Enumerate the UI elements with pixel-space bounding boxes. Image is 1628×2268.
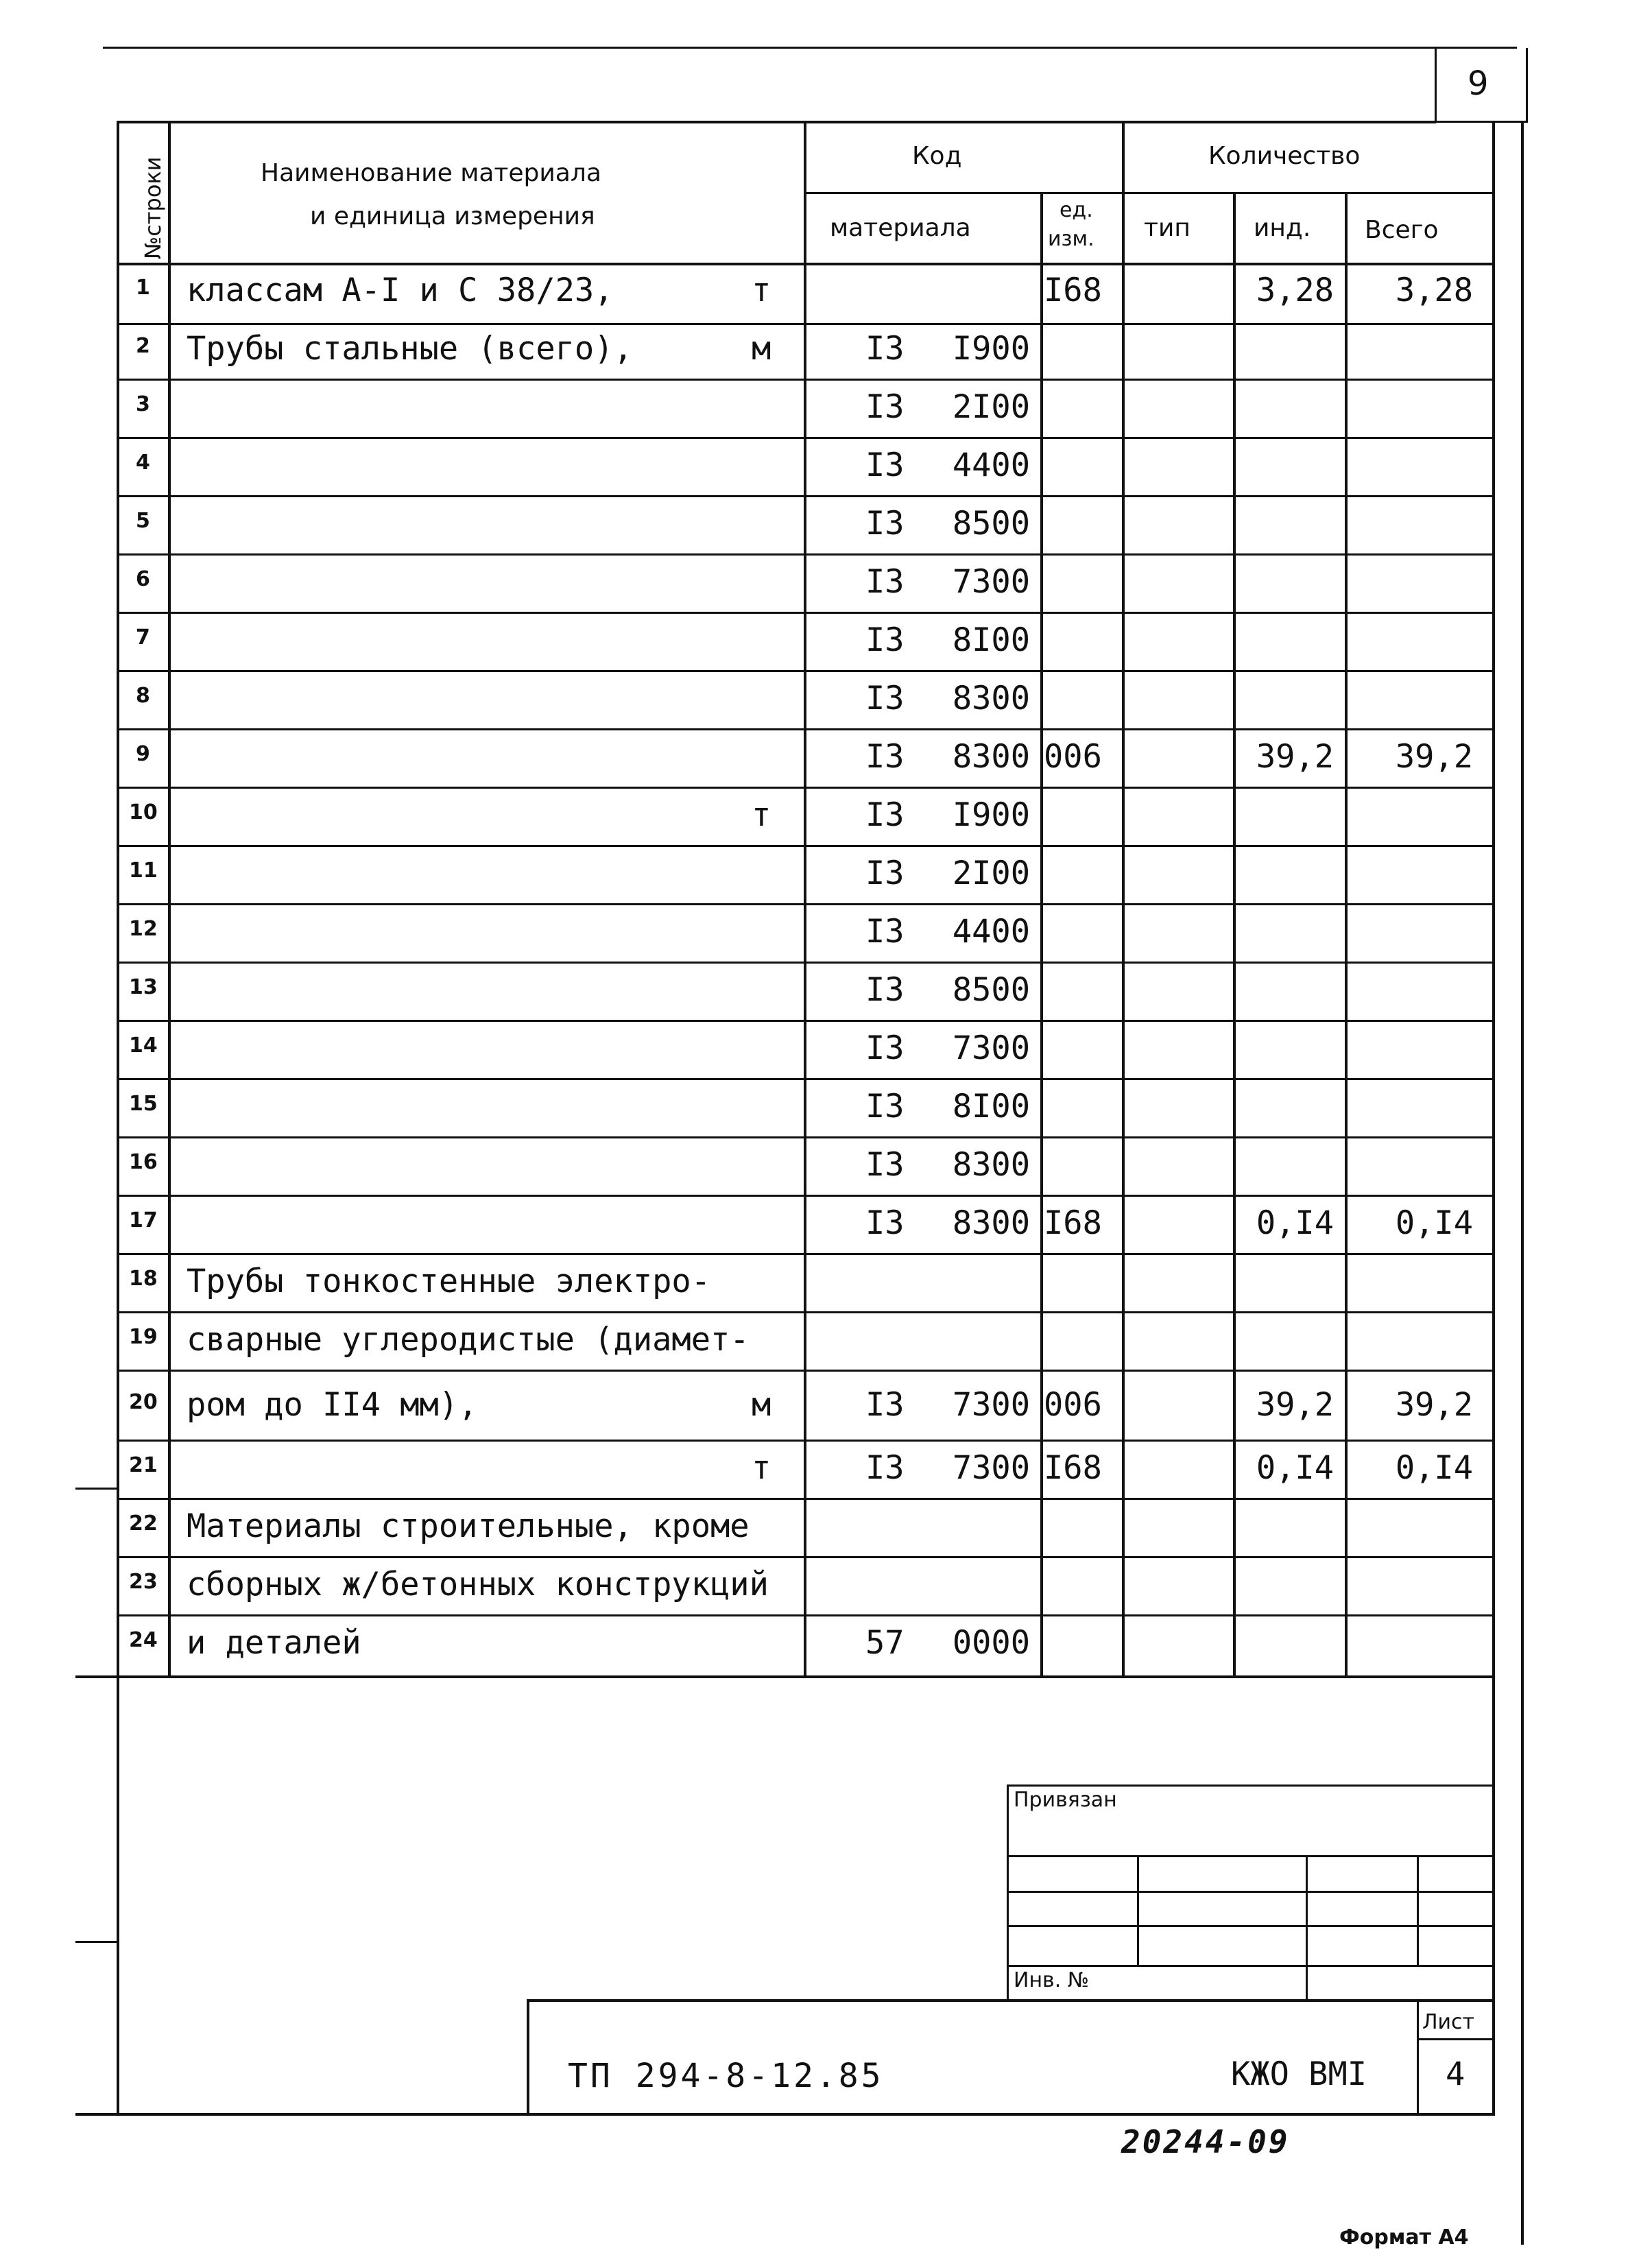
cell-code-a: I3 <box>865 738 905 776</box>
archive-number: 20244-09 <box>1121 2123 1290 2160</box>
cell-code-a: I3 <box>865 1204 905 1242</box>
cell-code-b: 0000 <box>952 1624 1030 1662</box>
top-border-line <box>103 47 1517 49</box>
cell-ind: 3,28 <box>1256 272 1334 309</box>
cell-ed: I68 <box>1044 1204 1102 1242</box>
cell-ed: I68 <box>1044 272 1102 309</box>
cell-code-b: 2I00 <box>952 855 1030 892</box>
cell-code-a: I3 <box>865 1146 905 1184</box>
row-number: 6 <box>136 567 150 591</box>
header-name-line2: и единица измерения <box>310 202 595 230</box>
row-number: 22 <box>129 1512 158 1536</box>
row-number: 20 <box>129 1390 158 1414</box>
cell-code-b: 7300 <box>952 1386 1030 1424</box>
cell-unit: т <box>752 1449 771 1487</box>
header-total: Всего <box>1365 216 1439 244</box>
right-frame-line <box>1521 122 1524 2245</box>
row-number: 23 <box>129 1570 158 1594</box>
cell-code-b: I900 <box>952 796 1030 834</box>
cell-code-a: I3 <box>865 855 905 892</box>
mark-code: КЖО ВМI <box>1231 2055 1367 2093</box>
cell-name: сварные углеродистые (диамет- <box>187 1321 750 1359</box>
cell-total: 39,2 <box>1395 738 1473 776</box>
sheet-number: 4 <box>1446 2055 1465 2093</box>
stamp-line <box>1417 2038 1495 2040</box>
table-left <box>117 121 119 2115</box>
row-number: 17 <box>129 1208 158 1232</box>
row-number: 8 <box>136 684 150 708</box>
cell-code-b: 8500 <box>952 971 1030 1009</box>
stamp-line <box>1007 1784 1009 2001</box>
cell-name: Трубы тонкостенные электро- <box>187 1263 711 1300</box>
cell-name: классам А-I и С 38/23, <box>187 272 614 309</box>
row-line <box>117 728 1495 730</box>
stamp-line <box>1007 1855 1495 1857</box>
row-number: 7 <box>136 625 150 649</box>
cell-code-a: I3 <box>865 505 905 542</box>
cell-code-b: 7300 <box>952 1029 1030 1067</box>
row-line <box>117 1440 1495 1442</box>
row-line <box>117 323 1495 325</box>
row-number: 21 <box>129 1453 158 1477</box>
cell-name: сборных ж/бетонных конструкций <box>187 1566 769 1603</box>
cell-code-b: 7300 <box>952 563 1030 601</box>
stamp-line <box>1306 1855 1308 2001</box>
row-line <box>117 553 1495 556</box>
cell-code-b: 8500 <box>952 505 1030 542</box>
row-number: 1 <box>136 276 150 300</box>
row-number: 14 <box>129 1034 158 1058</box>
row-line <box>117 1556 1495 1558</box>
cell-ind: 0,I4 <box>1256 1449 1334 1487</box>
row-number: 24 <box>129 1628 158 1652</box>
row-line <box>117 612 1495 614</box>
doc-code: ТП 294-8-12.85 <box>568 2057 884 2095</box>
row-number: 9 <box>136 742 150 766</box>
format-label: Формат А4 <box>1339 2225 1469 2249</box>
cell-name: Материалы строительные, кроме <box>187 1507 750 1545</box>
cell-total: 39,2 <box>1395 1386 1473 1424</box>
cell-code-a: I3 <box>865 563 905 601</box>
col-line-code <box>804 121 806 1676</box>
row-line <box>117 670 1495 672</box>
row-number: 13 <box>129 975 158 999</box>
row-line <box>117 1136 1495 1138</box>
row-number: 3 <box>136 392 150 416</box>
header-type: тип <box>1144 214 1190 242</box>
row-line <box>117 379 1495 381</box>
row-number: 16 <box>129 1150 158 1174</box>
cell-code-b: 2I00 <box>952 388 1030 426</box>
cell-code-b: 8I00 <box>952 1088 1030 1125</box>
header-name-line1: Наименование материала <box>261 159 601 187</box>
col-line-name <box>168 121 171 1676</box>
stamp-line <box>527 1999 1495 2002</box>
row-number: 5 <box>136 509 150 533</box>
header-mid-line <box>804 192 1492 194</box>
cell-code-b: 8300 <box>952 1204 1030 1242</box>
cell-code-a: I3 <box>865 971 905 1009</box>
cell-ind: 0,I4 <box>1256 1204 1334 1242</box>
stamp-line <box>1007 1891 1495 1893</box>
row-line <box>117 1195 1495 1197</box>
cell-ind: 39,2 <box>1256 1386 1334 1424</box>
stamp-line <box>75 2113 1495 2116</box>
stamp-line <box>527 1999 529 2116</box>
row-line <box>117 1020 1495 1022</box>
cell-code-b: 8300 <box>952 1146 1030 1184</box>
row-number: 4 <box>136 451 150 475</box>
header-quantity: Количество <box>1208 142 1361 170</box>
cell-name: Трубы стальные (всего), <box>187 330 633 368</box>
row-line <box>117 1370 1495 1372</box>
margin-tick <box>75 1488 118 1490</box>
header-row-number: №строки <box>140 156 166 259</box>
sheet-label: Лист <box>1422 2010 1475 2034</box>
page-number: 9 <box>1468 64 1489 103</box>
cell-code-b: 4400 <box>952 913 1030 951</box>
cell-code-a: I3 <box>865 446 905 484</box>
cell-ind: 39,2 <box>1256 738 1334 776</box>
row-number: 18 <box>129 1267 158 1291</box>
cell-total: 0,I4 <box>1395 1449 1473 1487</box>
cell-unit: т <box>752 796 771 834</box>
row-line <box>117 903 1495 905</box>
row-line <box>117 845 1495 847</box>
row-line <box>117 1078 1495 1080</box>
col-line-total <box>1345 193 1348 1676</box>
table-bottom <box>75 1675 1495 1678</box>
cell-code-a: I3 <box>865 796 905 834</box>
cell-name: ром до II4 мм), <box>187 1386 478 1424</box>
header-bottom-line <box>117 263 1495 265</box>
row-line <box>117 495 1495 497</box>
row-line <box>117 1614 1495 1616</box>
inv-no-label: Инв. № <box>1014 1968 1090 1992</box>
privyazan-label: Привязан <box>1014 1788 1117 1812</box>
cell-unit: м <box>752 330 771 368</box>
cell-total: 0,I4 <box>1395 1204 1473 1242</box>
cell-code-a: I3 <box>865 680 905 717</box>
row-number: 10 <box>129 800 158 824</box>
page-box-bottom <box>1435 121 1528 123</box>
row-number: 2 <box>136 334 150 358</box>
header-material: материала <box>830 214 971 242</box>
page-box-left <box>1435 48 1437 122</box>
cell-unit: м <box>752 1386 771 1424</box>
stamp-line <box>1007 1965 1495 1967</box>
cell-code-b: 8300 <box>952 680 1030 717</box>
row-number: 15 <box>129 1092 158 1116</box>
cell-ed: 006 <box>1044 1386 1102 1424</box>
cell-code-b: I900 <box>952 330 1030 368</box>
row-line <box>117 962 1495 964</box>
col-line-ed <box>1040 193 1043 1676</box>
cell-code-a: I3 <box>865 1088 905 1125</box>
header-unit-line2: изм. <box>1048 227 1094 251</box>
cell-code-b: 8300 <box>952 738 1030 776</box>
table-top <box>117 121 1436 123</box>
row-number: 11 <box>129 859 158 883</box>
cell-code-a: I3 <box>865 913 905 951</box>
cell-code-a: I3 <box>865 1386 905 1424</box>
cell-code-a: I3 <box>865 330 905 368</box>
row-line <box>117 1253 1495 1255</box>
row-line <box>117 437 1495 439</box>
cell-code-a: I3 <box>865 388 905 426</box>
cell-name: и деталей <box>187 1624 361 1662</box>
cell-total: 3,28 <box>1395 272 1473 309</box>
row-number: 19 <box>129 1325 158 1349</box>
row-line <box>117 1498 1495 1500</box>
stamp-line <box>1417 1855 1419 1965</box>
header-code: Код <box>912 142 962 170</box>
row-line <box>117 787 1495 789</box>
row-line <box>117 1311 1495 1313</box>
stamp-line <box>1137 1855 1139 1965</box>
stamp-line <box>1007 1925 1495 1927</box>
cell-code-a: I3 <box>865 1029 905 1067</box>
cell-code-b: 8I00 <box>952 621 1030 659</box>
cell-unit: т <box>752 272 771 309</box>
cell-ed: 006 <box>1044 738 1102 776</box>
page-box-right <box>1526 48 1528 122</box>
stamp-line <box>1007 1784 1495 1787</box>
cell-code-b: 4400 <box>952 446 1030 484</box>
header-unit-line1: ед. <box>1060 198 1093 222</box>
margin-tick <box>75 1941 118 1943</box>
table-right <box>1492 121 1495 2115</box>
header-ind: инд. <box>1254 214 1311 242</box>
cell-code-a: 57 <box>865 1624 905 1662</box>
cell-code-b: 7300 <box>952 1449 1030 1487</box>
col-line-ind <box>1233 193 1236 1676</box>
cell-code-a: I3 <box>865 1449 905 1487</box>
col-line-qty <box>1122 121 1125 1676</box>
stamp-line <box>1417 2001 1419 2115</box>
cell-code-a: I3 <box>865 621 905 659</box>
row-number: 12 <box>129 917 158 941</box>
cell-ed: I68 <box>1044 1449 1102 1487</box>
